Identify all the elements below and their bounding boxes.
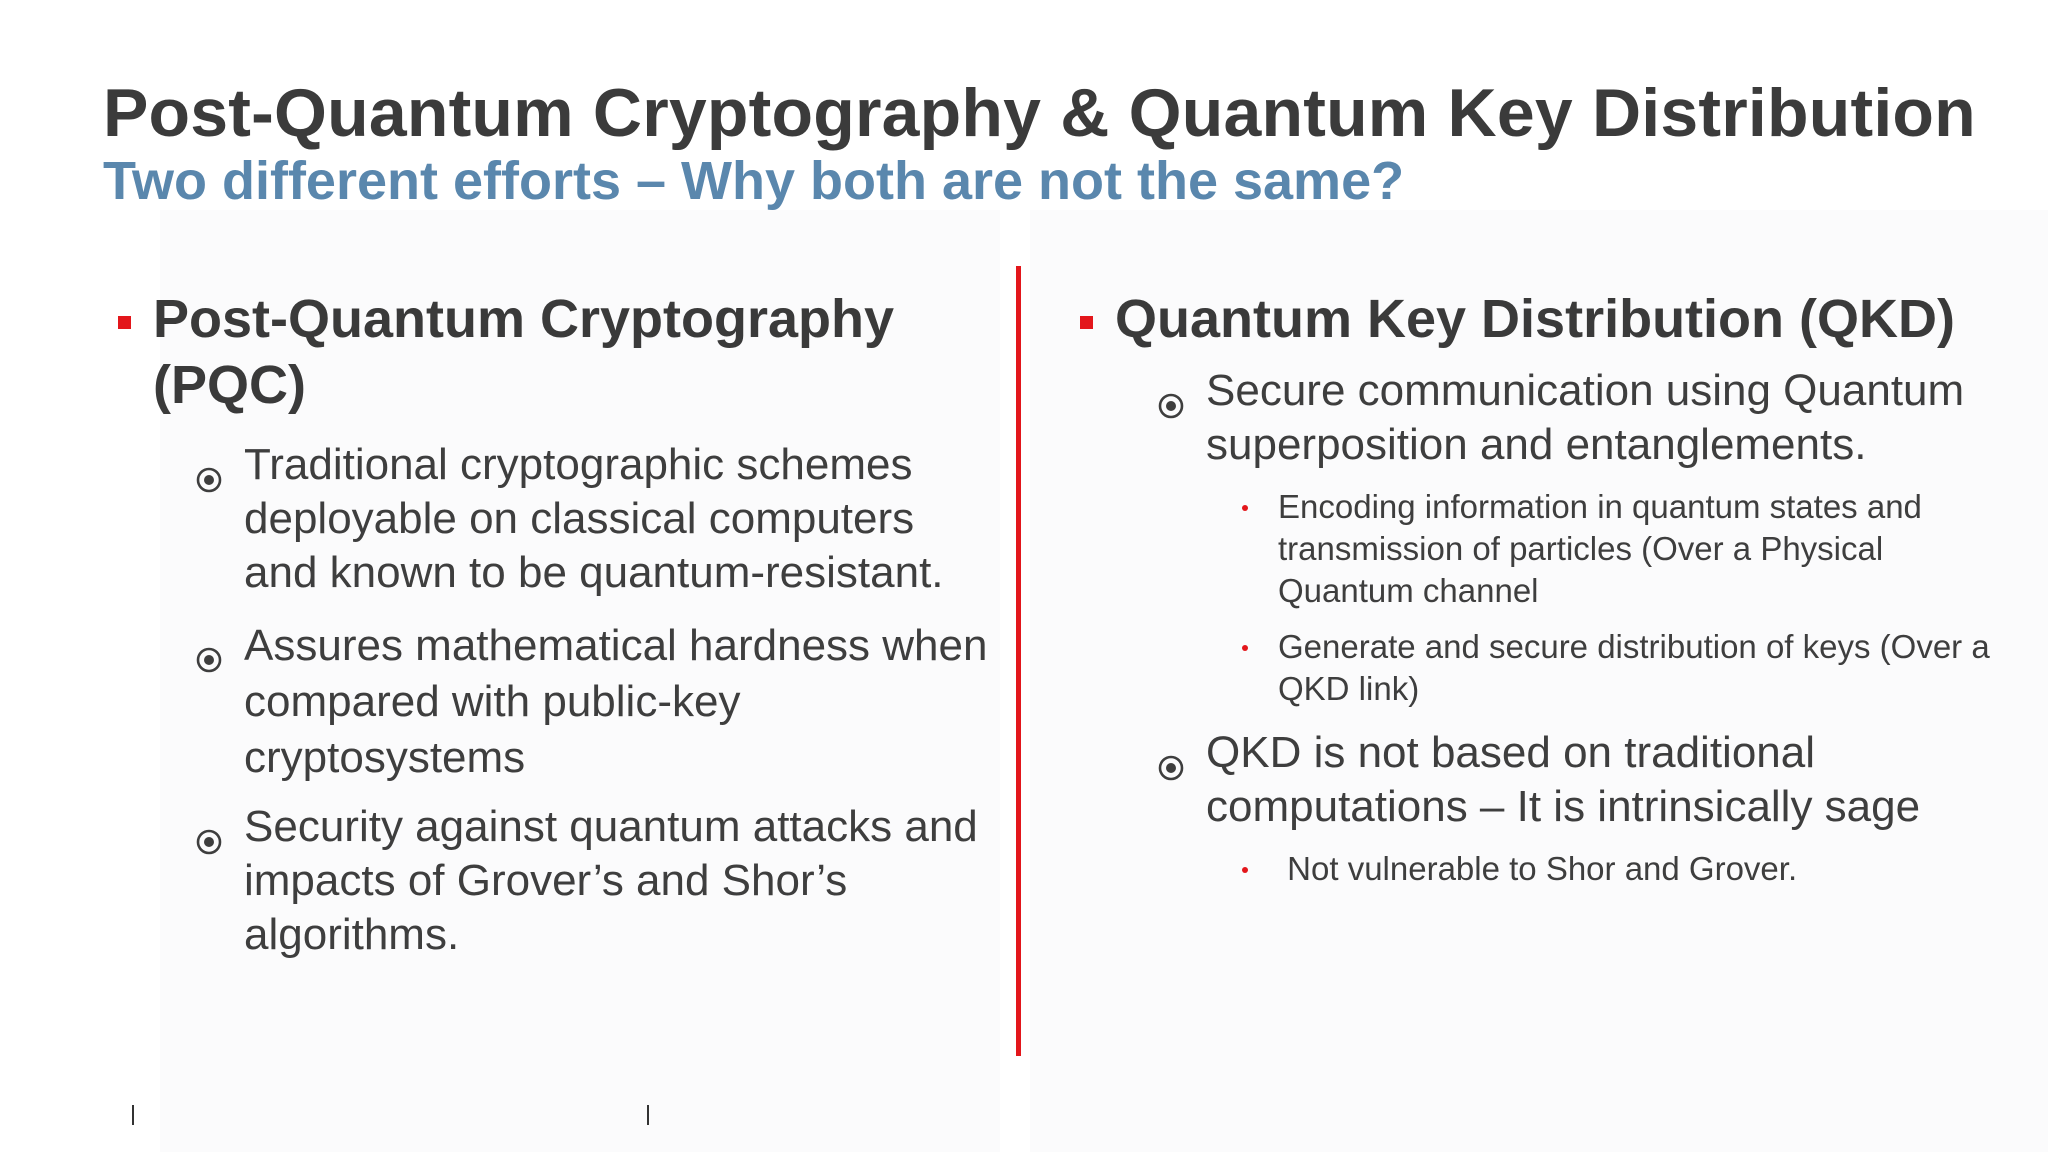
qkd-heading: Quantum Key Distribution (QKD) [1115, 289, 1955, 349]
pqc-point-3 [196, 800, 998, 962]
qkd-point-2-sub-1-text: Not vulnerable to Shor and Grover. [1278, 850, 1798, 887]
red-dot-bullet-icon [1242, 645, 1248, 651]
pqc-point-3-text: Security against quantum attacks and impacts of Grover’s and Shor’s algorithms. [244, 802, 978, 959]
qkd-point-1-sub-2 [1242, 626, 2020, 710]
red-dot-bullet-icon [1242, 867, 1248, 873]
footer-tick-mark [647, 1105, 649, 1125]
pqc-point-1 [196, 438, 998, 600]
circled-dot-bullet-icon [1158, 740, 1184, 766]
red-square-bullet-icon [1080, 316, 1093, 329]
column-divider [1016, 266, 1021, 1056]
qkd-point-1 [1158, 364, 2020, 472]
qkd-point-1-sub-1 [1242, 486, 2020, 612]
qkd-point-2-sub-1 [1242, 848, 2020, 890]
red-dot-bullet-icon [1242, 505, 1248, 511]
circled-dot-bullet-icon [1158, 378, 1184, 404]
pqc-point-1-text: Traditional cryptographic schemes deployable on classical computers and known to be quantum-resistant. [244, 440, 944, 597]
slide-subtitle: Two different efforts – Why both are not the same? [103, 151, 1405, 211]
pqc-heading: Post-Quantum Cryptography (PQC) [153, 289, 895, 415]
slide-title: Post-Quantum Cryptography & Quantum Key Distribution [103, 75, 1976, 151]
pqc-point-2 [196, 618, 998, 786]
circled-dot-bullet-icon [196, 632, 222, 658]
pqc-heading-row [118, 286, 998, 418]
qkd-heading-row [1080, 286, 2020, 352]
footer-tick-mark [132, 1105, 134, 1125]
qkd-point-2-text: QKD is not based on traditional computations – It is intrinsically sage [1206, 728, 1921, 831]
qkd-column [1080, 286, 2020, 890]
qkd-point-1-sub-1-text: Encoding information in quantum states and transmission of particles (Over a Physical Quantum channel [1278, 488, 1922, 609]
pqc-column [118, 286, 998, 962]
pqc-point-2-text: Assures mathematical hardness when compared with public-key cryptosystems [244, 621, 988, 782]
circled-dot-bullet-icon [196, 814, 222, 840]
qkd-point-1-sub-2-text: Generate and secure distribution of keys (Over a QKD link) [1278, 628, 1990, 707]
circled-dot-bullet-icon [196, 452, 222, 478]
qkd-point-1-text: Secure communication using Quantum superposition and entanglements. [1206, 366, 1965, 469]
qkd-point-2 [1158, 726, 2020, 834]
red-square-bullet-icon [118, 316, 131, 329]
